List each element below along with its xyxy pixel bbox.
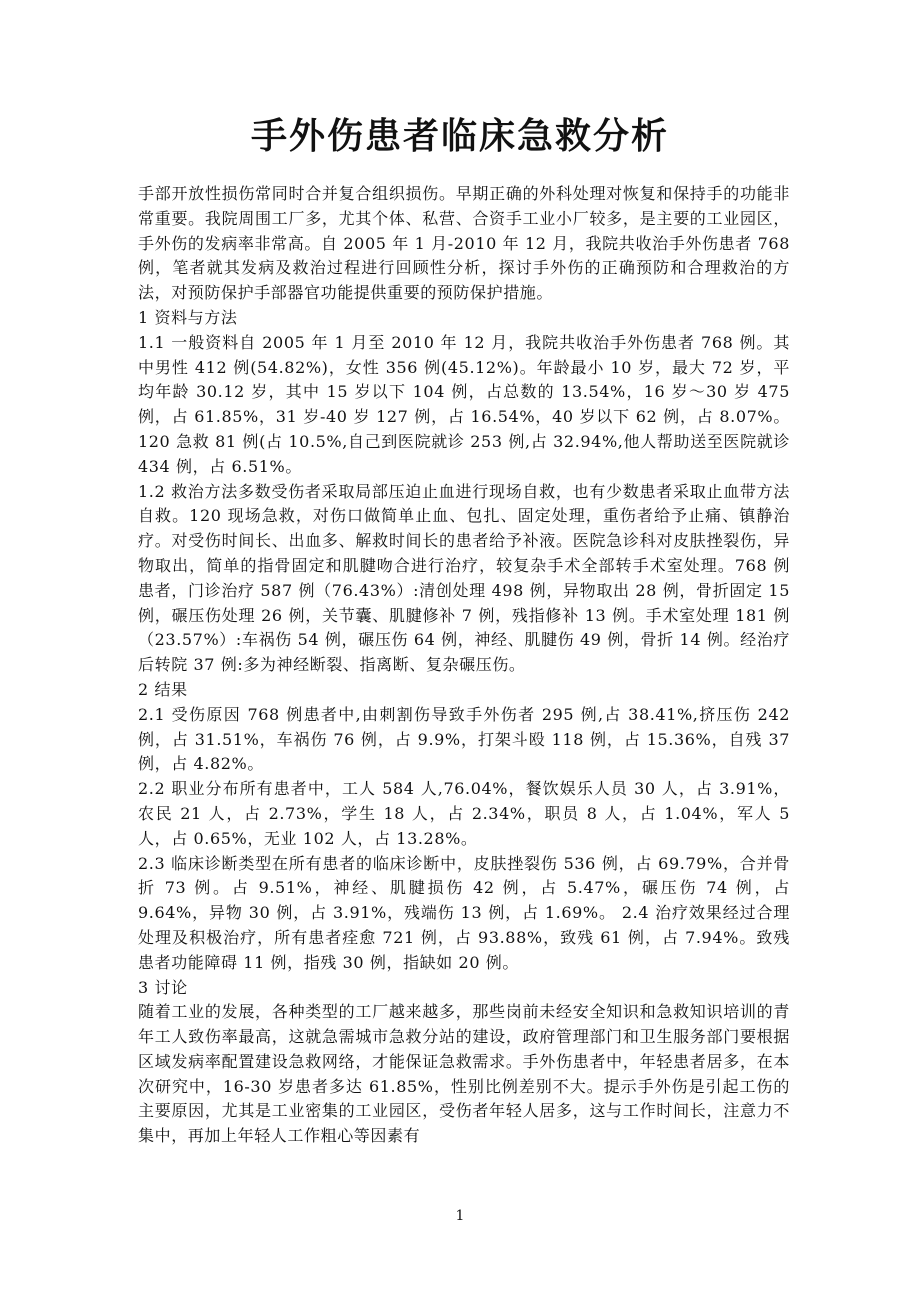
document-body — [138, 182, 790, 1149]
section-heading-discussion: 3 讨论 — [138, 977, 188, 997]
paragraph-diagnosis: 2.3 临床诊断类型在所有患者的临床诊断中，皮肤挫裂伤 536 例，占 69.79%，合并骨折 73 例。占 9.51%，神经、肌腱损伤 42 例，占 5.47%，碾压伤 74 例，占 9.64%，异物 30 例，占 3.91%，残端伤 13 例，占 1.69%。 2.4 治疗效果经过合理处理及积极治疗，所有患者痊愈 721 例，占 93.88%，致残 61 例，占 7.94%。致残患者功能障碍 11 例，指残 30 例，指缺如 20 例。 — [138, 853, 790, 972]
paragraph-general-data: 1.1 一般资料自 2005 年 1 月至 2010 年 12 月，我院共收治手外伤患者 768 例。其中男性 412 例(54.82%)，女性 356 例(45.12%)。年龄最小 10 岁，最大 72 岁，平均年龄 30.12 岁，其中 15 岁以下 104 例，占总数的 13.54%，16 岁～30 岁 475 例，占 61.85%，31 岁-40 岁 127 例，占 16.54%，40 岁以下 62 例，占 8.07%。120 急救 81 例(占 10.5%,自己到医院就诊 253 例,占 32.94%,他人帮助送至医院就诊 434 例，占 6.51%。 — [138, 332, 790, 476]
page-number: 1 — [455, 1208, 465, 1224]
section-heading-methods: 1 资料与方法 — [138, 307, 238, 327]
intro-paragraph: 手部开放性损伤常同时合并复合组织损伤。早期正确的外科处理对恢复和保持手的功能非常重要。我院周围工厂多，尤其个体、私营、合资手工业小厂较多，是主要的工业园区，手外伤的发病率非常高。自 2005 年 1 月-2010 年 12 月，我院共收治手外伤患者 768 例，笔者就其发病及救治过程进行回顾性分析，探讨手外伤的正确预防和合理救治的方法，对预防保护手部器官功能提供重要的预防保护措施。 — [138, 184, 790, 303]
paragraph-discussion: 随着工业的发展，各种类型的工厂越来越多，那些岗前未经安全知识和急救知识培训的青年工人致伤率最高，这就急需城市急救分站的建设，政府管理部门和卫生服务部门要根据区域发病率配置建设急救网络，才能保证急救需求。手外伤患者中，年轻患者居多，在本次研究中，16-30 岁患者多达 61.85%，性别比例差别不大。提示手外伤是引起工伤的主要原因，尤其是工业密集的工业园区，受伤者年轻人居多，这与工作时间长，注意力不集中，再加上年轻人工作粗心等因素有 — [138, 1002, 790, 1146]
paragraph-injury-causes: 2.1 受伤原因 768 例患者中,由刺割伤导致手外伤者 295 例,占 38.41%,挤压伤 242 例，占 31.51%，车祸伤 76 例，占 9.9%，打架斗殴 118 例，占 15.36%，自残 37 例，占 4.82%。 — [138, 704, 790, 774]
document-title: 手外伤患者临床急救分析 — [250, 116, 669, 157]
section-heading-results: 2 结果 — [138, 679, 188, 699]
paragraph-treatment-methods: 1.2 救治方法多数受伤者采取局部压迫止血进行现场自救，也有少数患者采取止血带方法自救。120 现场急救，对伤口做简单止血、包扎、固定处理，重伤者给予止痛、镇静治疗。对受伤时间长、出血多、解救时间长的患者给予补液。医院急诊科对皮肤挫裂伤，异物取出，简单的指骨固定和肌腱吻合进行治疗，较复杂手术全部转手术室处理。768 例患者，门诊治疗 587 例（76.43%）:清创处理 498 例，异物取出 28 例，骨折固定 15 例，碾压伤处理 26 例，关节囊、肌腱修补 7 例，残指修补 13 例。手术室处理 181 例（23.57%）:车祸伤 54 例，碾压伤 64 例，神经、肌腱伤 49 例，骨折 14 例。经治疗后转院 37 例:多为神经断裂、指离断、复杂碾压伤。 — [138, 481, 790, 675]
paragraph-occupation: 2.2 职业分布所有患者中，工人 584 人,76.04%，餐饮娱乐人员 30 人，占 3.91%，农民 21 人，占 2.73%，学生 18 人，占 2.34%，职员 8 人，占 1.04%，军人 5 人，占 0.65%，无业 102 人，占 13.28%。 — [138, 779, 790, 848]
